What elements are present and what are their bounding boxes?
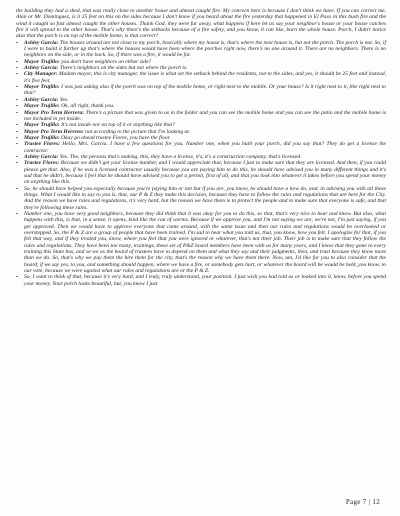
speaker-name: Ashley Garcia: — [24, 39, 59, 46]
bullet-marker: - — [16, 211, 19, 217]
speaker-name: Mayor Pro Term Herrera: — [24, 128, 84, 135]
page-footer — [346, 498, 380, 506]
speaker-text: you don't have neighbors on either side? — [59, 58, 152, 65]
speaker-name: Trustee Flores: — [24, 160, 60, 167]
speaker-name: Mayor Trujillo: — [24, 122, 60, 129]
bullet-marker: - — [16, 122, 19, 129]
speaker-name: Ashley Garcia: — [24, 153, 59, 160]
transcript-entry — [16, 110, 386, 123]
transcript-entry — [16, 274, 386, 287]
transcript-entry — [16, 71, 386, 84]
bullet-marker: - — [16, 274, 19, 281]
speaker-text: Ok, all right, thank you. — [59, 103, 115, 110]
speaker-text: The houses around are not close to my porch, basically where my house is, that's where the next house is, but not the porch. The porch is not. So, if I were to build it further up that's where the houses would have been where the porches right now, there's no one around it. There are no neighbors. There is no neighbors on the side, or in the back. So, if there was a fire, it would be far. — [24, 39, 387, 59]
speaker-text: Hello, Mrs. Garcia. I have a few questions for you. Number one, when you built your porch, did you say that? They do get a license the contractor. — [24, 141, 387, 154]
transcript-body — [16, 8, 386, 287]
speaker-text: Okay go ahead trustee Flores, you have the floor. — [59, 134, 171, 141]
speaker-text: Because we didn't get your license number, and I would appreciate that, because I just to make sure that they are licensed. And then, if you could please get that. Also, if he was a licensed contractor usually because you are paying him to do this, he should have advised you in many different things and it's sad that he didn't, because I feel that he should have advised you to get a permit, first of all, and that you look into whatever it takes before you spend your money on anything like this. — [24, 160, 387, 186]
transcript-entry — [16, 40, 386, 59]
speaker-name: Ashley Garcia: — [24, 65, 59, 72]
bullet-marker: - — [16, 65, 19, 72]
bullet-marker: - — [16, 58, 19, 65]
bullet-marker: - — [16, 153, 19, 160]
speaker-text: Number one, you have very good neighbors, because they did think that it was okay for you to do this, so that, that's very nice to hear and know. But also, what happens with this, is that, in a sense, it opens, kind like the can of worms. Because if we approve you, and I'm not saying we are, we're not, I'm just saying, if you get approved. Then we would have to approve everyone that came around, with the same issue and then our rules and regulations would be overlooked or overstepped. So, the P & Z are a group of people that have been trained. I'm sad to hear what you told us, that, you know, how you felt. I apologize for that, if you felt that way, and if they treated you, know, where you feel that you were ignored or whatever, that's not their job. Their job is to make sure that they follow the rules and regulations. They have been too many, trainings, these set of P&Z board members have been with us for many years, and I know that they gone to every training this State has, and so we as the board of trustees have to depend on them and what they say and their judgments, then, and trust because they know more than we do. So, that's why we pay them the hire them for the city, that's the reason why we have them there. Now, um, I'd like for you to also consider that the board, if we say yes, to you, and something should happen, where we have a fire, or somebody gets hurt, or whatever the board will be would be held, you know, to our vote, because we were against what our rules and regulations are or the P & Z. — [24, 211, 386, 275]
bullet-marker: - — [16, 160, 19, 167]
page-separator: | — [368, 498, 371, 506]
bullet-marker: - — [16, 134, 19, 141]
speaker-text: I was just asking also if the porch was on top of the mobile home, or right next to the mobile. Or your house? Is it right next to it, like right next to that? — [24, 84, 386, 97]
bullet-marker: - — [16, 39, 19, 46]
speaker-text: Yes. The, the persons that's making, this, they have a license, it's, it's a construction company, that's licensed. — [58, 153, 302, 160]
bullet-marker: - — [16, 128, 19, 135]
speaker-name: City Manager: — [24, 71, 58, 78]
speaker-text: There's neighbors on the sides but not where the porch is. — [58, 65, 188, 72]
speaker-name: Mayor Trujillo: — [24, 103, 60, 110]
bullet-marker: - — [16, 185, 19, 192]
transcript-entry — [16, 141, 386, 154]
speaker-name: Ashley Garcia: — [24, 96, 59, 103]
speaker-text: There's a picture that was given to us in the folder and you can see the mobile home and you can see the patio and the mobile home is not included in yet inside. — [24, 109, 386, 122]
bullet-marker: - — [16, 84, 19, 91]
lead-paragraph: the building they had a shed, that was really close to another house and almost caught fire. My concern here is because I don't think we have. If you can correct me, Alan or Mr. Dominguez, is it 25 feet on this on the sides because I don't know if you heard about the fire yesterday that happened in El Paso in this bush fire and the wind it caught so fast almost caught the other houses. Thank God, they were far away, what happens if here let us say your neighbor's house or your house catches fire it will spread to the other house. That's why there's the setbacks because of a fire safety, and you know, it can like, burn the whole house. Porch, I didn't notice also that the porch is on top of the mobile home, is that correct? — [16, 8, 386, 40]
speaker-name: Mayor Trujillo: — [24, 84, 60, 91]
transcript-entry — [16, 211, 386, 274]
speaker-name: Mayor Trujillo: — [24, 58, 60, 65]
transcript-entry — [16, 160, 386, 185]
transcript-entry — [16, 84, 386, 97]
bullet-marker: - — [16, 96, 19, 103]
page-label: Page — [345, 498, 361, 506]
speaker-text: Yes. — [58, 96, 69, 103]
speaker-name: Mayor Pro Term Herrera: — [24, 109, 85, 116]
bullet-marker: - — [16, 71, 19, 78]
bullet-marker: - — [16, 141, 19, 148]
speaker-name: Mayor Trujillo: — [24, 134, 60, 141]
transcript-entries — [16, 40, 386, 287]
speaker-text: Madam mayor, this is city manager, the issue is what set the setback behind the residents, not to the sides, and yes, it should be 25 feet and instead, it's five feet. — [24, 71, 386, 84]
page-number: 7 — [362, 498, 367, 506]
total-pages: 12 — [372, 498, 380, 506]
bullet-marker: - — [16, 109, 19, 116]
speaker-text: So, I want to think of that, because it's very hard, and I truly, truly understand, your position. I just wish you had told us or looked into it, know, before you spend your money. Your porch looks beautiful, but, you know I just — [24, 274, 386, 287]
speaker-text: not according to the picture that I'm looking at. — [83, 128, 191, 135]
speaker-name: Trustee Flores: — [24, 141, 60, 148]
transcript-entry — [16, 186, 386, 211]
speaker-text: So, he should have helped you especially because you're paying him or not but if you are, you know, he should have a how do, and, in advising you with all these things. What I would like to say to you is, that, our P & Z they make this decision, because they have to follow the rules and regulations that are here for the City. And the reason we have rules and regulations, it's very hard, but the reason we have them is to protect the people and to make sure that everyone is safe, and that they're following these rules. — [24, 185, 386, 211]
speaker-text: It's not inside nor on top of it or anything like that? — [59, 122, 175, 129]
bullet-marker: - — [16, 103, 19, 110]
